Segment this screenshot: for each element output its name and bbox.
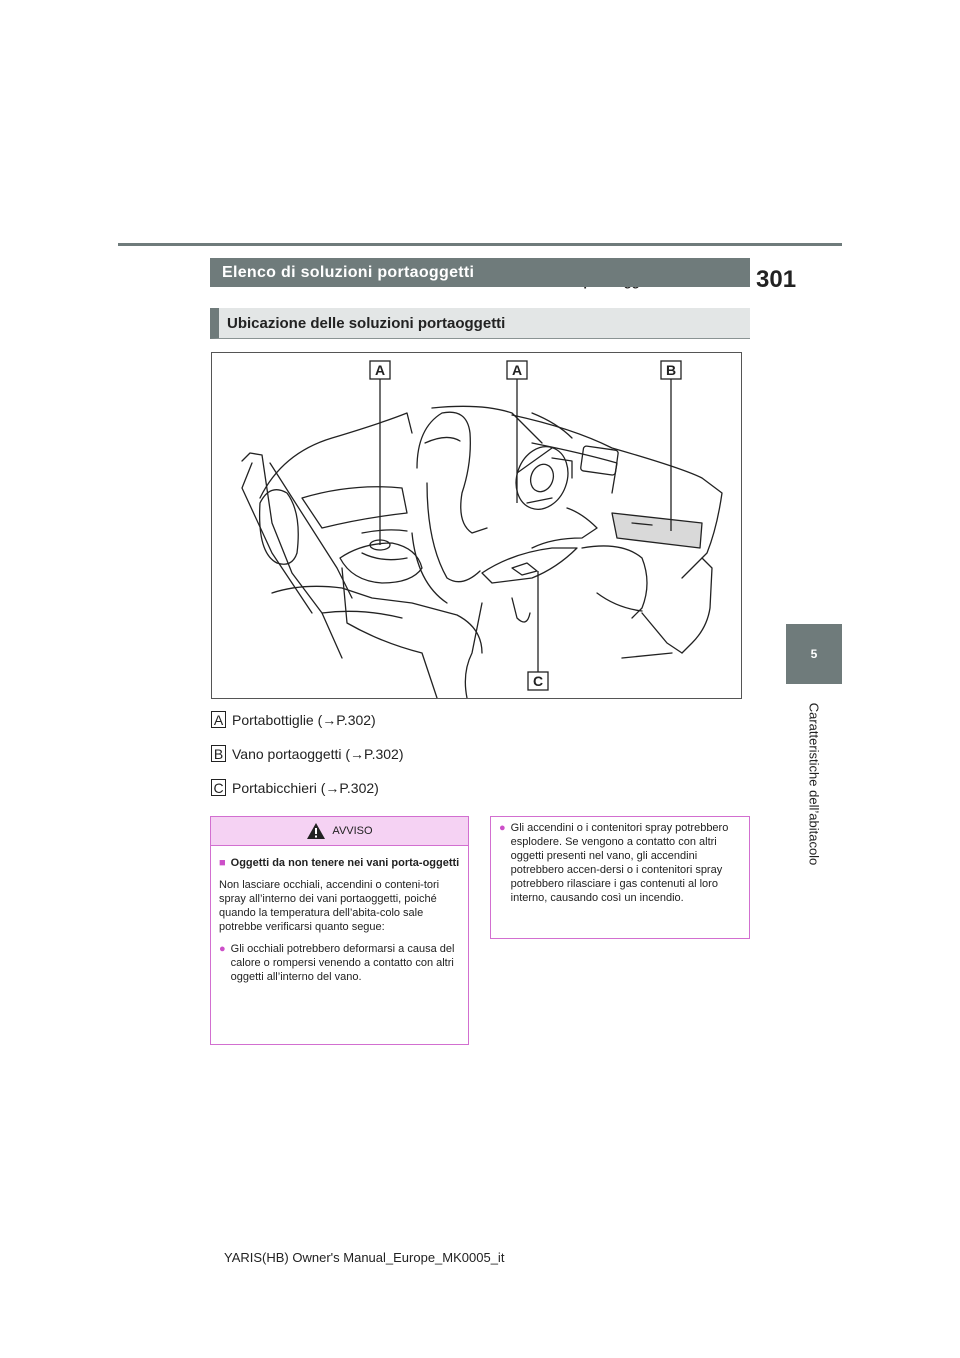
warning-header xyxy=(211,817,468,846)
square-bullet-icon: ■ xyxy=(219,857,226,869)
section-title: Elenco di soluzioni portaoggetti xyxy=(210,258,750,287)
warning-intro: Non lasciare occhiali, accendini o conteni-tori spray all’interno dei vani portaoggetti, poiché quando la temperatura dell’abita-colo sale potrebbe verificarsi quanto segue: xyxy=(219,879,440,933)
warning-bullet-1 xyxy=(219,942,460,984)
car-interior-drawing xyxy=(212,353,741,698)
chapter-label: Caratteristiche dell’abitacolo xyxy=(806,702,822,866)
warning-bullet-2 xyxy=(499,821,741,905)
circle-bullet-icon: ● xyxy=(499,822,506,834)
legend-item-b xyxy=(211,745,404,762)
legend-item-a xyxy=(211,711,376,728)
legend-text-b: Vano portaoggetti (→P.302) xyxy=(232,745,404,762)
footer-manual-id: YARIS(HB) Owner's Manual_Europe_MK0005_it xyxy=(224,1250,505,1265)
circle-bullet-icon: ● xyxy=(219,943,226,955)
warning-bullet-1-text: Gli occhiali potrebbero deformarsi a causa del calore o rompersi venendo a contatto con altri oggetti all’interno del vano. xyxy=(230,943,455,983)
chapter-tab: 5 xyxy=(786,624,842,684)
legend-key-a: A xyxy=(211,711,226,728)
header-rule xyxy=(118,243,842,246)
legend-item-c xyxy=(211,779,379,796)
legend-text-a: Portabottiglie (→P.302) xyxy=(232,711,376,728)
warning-subheading-text: Oggetti da non tenere nei vani porta-oggetti xyxy=(230,857,460,869)
page-number: 301 xyxy=(756,266,797,293)
callout-a-left-label: A xyxy=(374,362,386,378)
warning-box-continued xyxy=(490,816,750,939)
legend-key-c: C xyxy=(211,779,226,796)
warning-title: AVVISO xyxy=(332,825,373,837)
warning-triangle-icon xyxy=(306,822,326,840)
interior-illustration xyxy=(211,352,742,699)
warning-subheading xyxy=(219,856,460,870)
legend-key-b: B xyxy=(211,745,226,762)
warning-box xyxy=(210,816,469,1045)
warning-bullet-2-text: Gli accendini o i contenitori spray potrebbero esplodere. Se vengono a contatto con altri oggetti presenti nel vano, gli accendini potrebbero accen-dersi o i contenitori spray potrebbero rilasciare i gas contenuti al loro interno, causando così un incendio. xyxy=(510,822,729,904)
legend-text-c: Portabicchieri (→P.302) xyxy=(232,779,379,796)
callout-c-label: C xyxy=(532,673,544,689)
callout-a-right-label: A xyxy=(511,362,523,378)
subsection-title: Ubicazione delle soluzioni portaoggetti xyxy=(210,308,750,339)
callout-b-label: B xyxy=(665,362,677,378)
